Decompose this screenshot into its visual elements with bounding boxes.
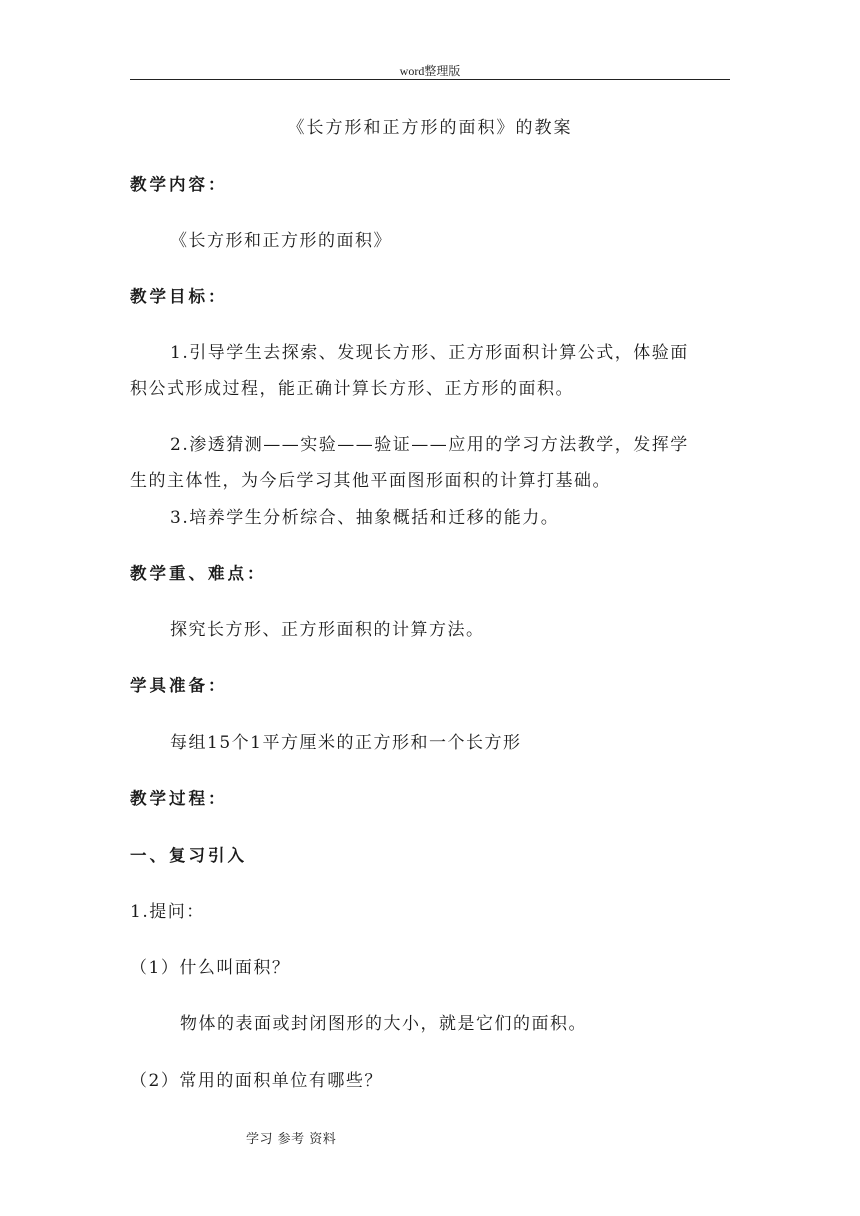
key-points-text: 探究长方形、正方形面积的计算方法。 bbox=[170, 620, 485, 640]
goal-2-line-1: 2.渗透猜测——实验——验证——应用的学习方法教学，发挥学 bbox=[170, 435, 689, 455]
goal-3: 3.培养学生分析综合、抽象概括和迁移的能力。 bbox=[170, 508, 560, 528]
goal-1-line-2: 积公式形成过程，能正确计算长方形、正方形的面积。 bbox=[130, 379, 574, 399]
heading-goals: 教学目标： bbox=[130, 287, 228, 306]
heading-materials: 学具准备： bbox=[130, 676, 228, 695]
document-title: 《长方形和正方形的面积》的教案 bbox=[287, 118, 573, 138]
heading-process: 教学过程： bbox=[130, 789, 228, 808]
goal-1-line-1: 1.引导学生去探索、发现长方形、正方形面积计算公式，体验面 bbox=[170, 343, 689, 363]
page-footer: 学习 参考 资料 bbox=[246, 1132, 337, 1147]
content-text: 《长方形和正方形的面积》 bbox=[170, 231, 392, 251]
header-divider bbox=[130, 79, 730, 80]
heading-content: 教学内容： bbox=[130, 175, 228, 194]
question-1: （1）什么叫面积？ bbox=[130, 958, 291, 978]
section-review-intro: 一、复习引入 bbox=[130, 846, 247, 865]
header-text: word整理版 bbox=[399, 64, 461, 78]
answer-1: 物体的表面或封闭图形的大小，就是它们的面积。 bbox=[180, 1014, 587, 1034]
question-2: （2）常用的面积单位有哪些？ bbox=[130, 1071, 383, 1091]
goal-2-line-2: 生的主体性，为今后学习其他平面图形面积的计算打基础。 bbox=[130, 471, 611, 491]
materials-text: 每组15个1平方厘米的正方形和一个长方形 bbox=[170, 733, 522, 753]
heading-key-points: 教学重、难点： bbox=[130, 564, 267, 583]
step-1-question: 1.提问： bbox=[130, 902, 205, 922]
